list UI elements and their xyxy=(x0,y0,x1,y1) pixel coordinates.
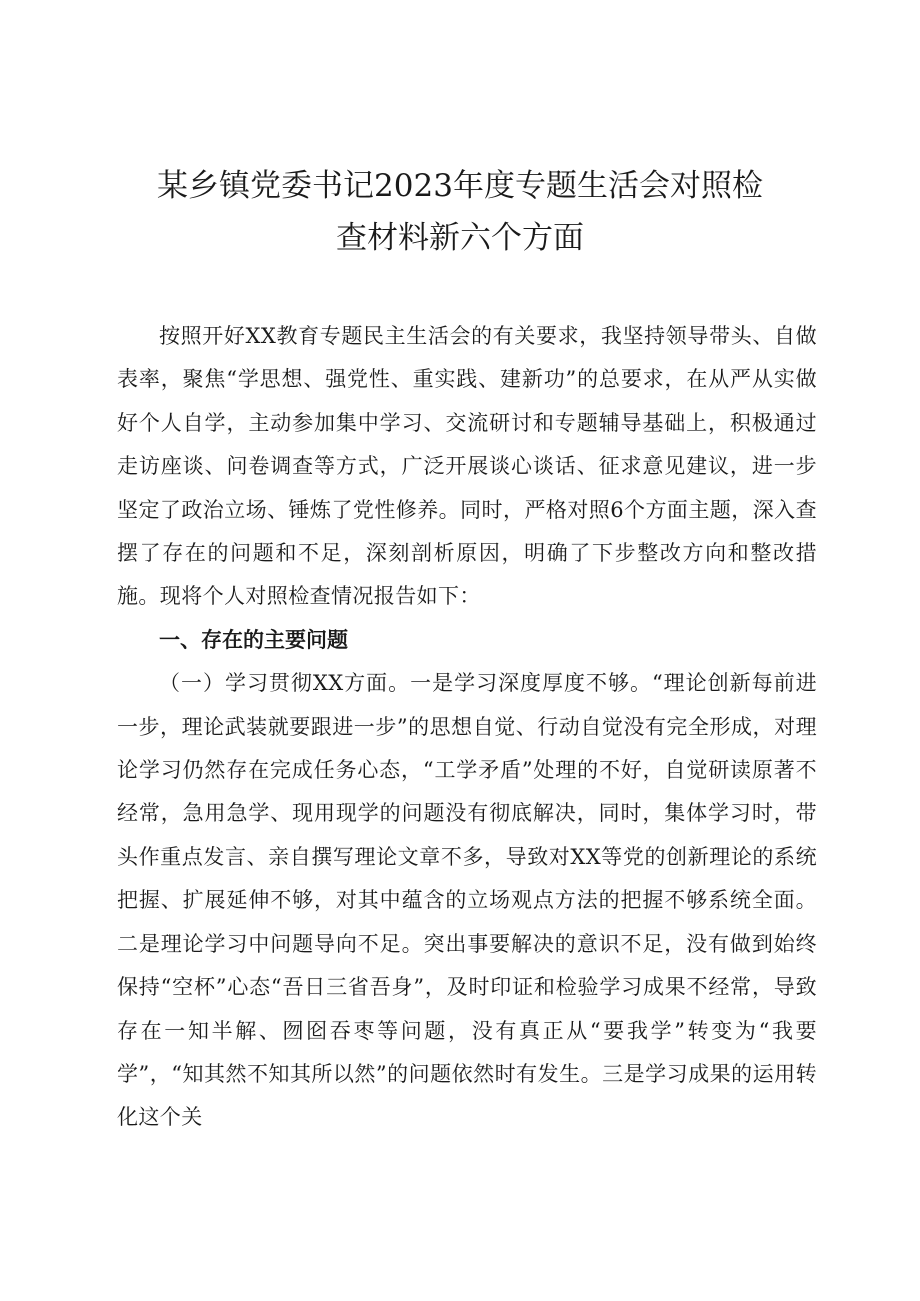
section-paragraph: （一）学习贯彻XX方面。一是学习深度厚度不够。“理论创新每前进一步，理论武装就要跟进一步”的思想自觉、行动自觉没有完全形成，对理论学习仍然存在完成任务心态，“工学矛盾”处理的不好，自觉研读原著不经常，急用急学、现用现学的问题没有彻底解决，同时，集体学习时，带头作重点发言、亲自撰写理论文章不多，导致对XX等党的创新理论的系统把握、扩展延伸不够，对其中蕴含的立场观点方法的把握不够系统全面。二是理论学习中问题导向不足。突出事要解决的意识不足，没有做到始终保持“空杯”心态“吾日三省吾身”，及时印证和检验学习成果不经常，导致存在一知半解、囫囵吞枣等问题，没有真正从“要我学”转变为“我要学”，“知其然不知其所以然”的问题依然时有发生。三是学习成果的运用转化这个关 xyxy=(117,671,817,1130)
section-heading: 一、存在的主要问题 xyxy=(159,627,348,652)
document-title xyxy=(110,160,810,264)
title-line-2: 查材料新六个方面 xyxy=(336,220,584,256)
intro-paragraph: 按照开好XX教育专题民主生活会的有关要求，我坚持领导带头、自做表率，聚焦“学思想、强党性、重实践、建新功”的总要求，在从严从实做好个人自学，主动参加集中学习、交流研讨和专题辅导基础上，积极通过走访座谈、问卷调查等方式，广泛开展谈心谈话、征求意见建议，进一步坚定了政治立场、锤炼了党性修养。同时，严格对照6个方面主题，深入查摆了存在的问题和不足，深刻剖析原因，明确了下步整改方向和整改措施。现将个人对照检查情况报告如下： xyxy=(117,324,817,609)
title-line-1: 某乡镇党委书记2023年度专题生活会对照检 xyxy=(157,168,763,204)
document-body xyxy=(117,315,817,1140)
